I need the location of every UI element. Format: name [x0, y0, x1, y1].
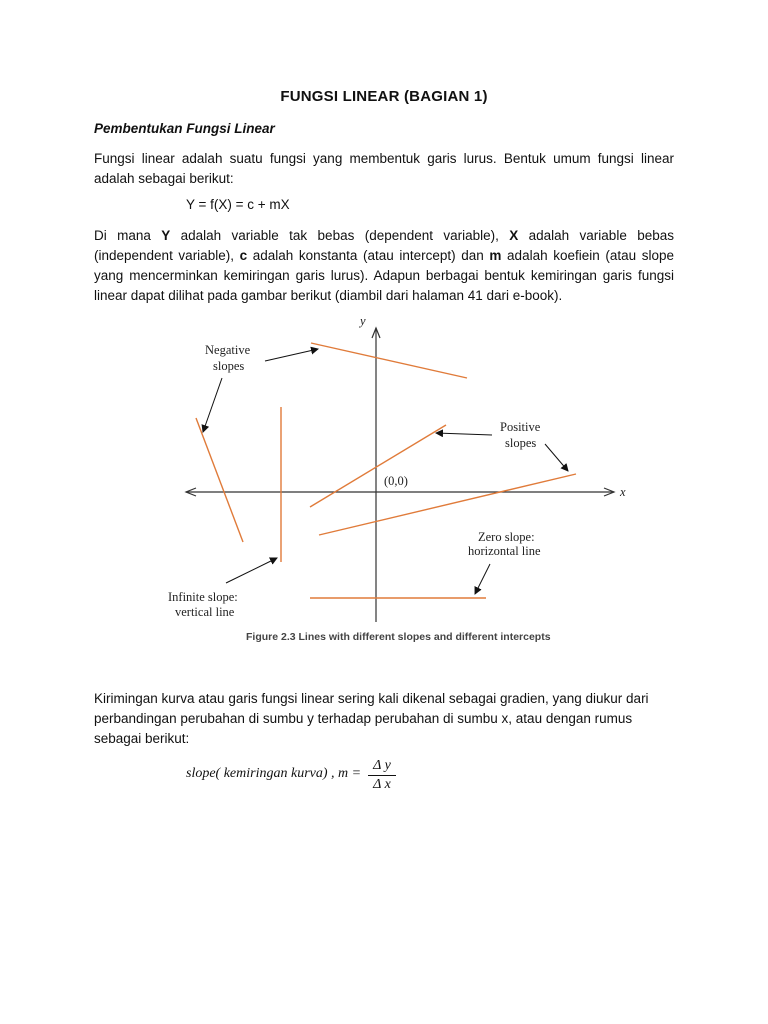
negative-slope-line-top: [311, 343, 467, 378]
bold-x: X: [509, 228, 519, 243]
positive-slopes-label-line2: slopes: [505, 436, 537, 450]
slope-equation-lhs: slope( kemiringan kurva) , m =: [186, 766, 362, 781]
negative-slopes-label-line1: Negative: [205, 343, 251, 357]
zero-slope-label-line1: Zero slope:: [478, 530, 535, 544]
arrow-positive-shallow: [545, 444, 568, 471]
text-run: adalah koefiein (atau slope yang mencerminkan kemiringan garis lurus). Adapun berbagai bentuk kemiringan garis fungsi linear dapat dilihat pada gambar berikut (diambil dari halaman 41 dari e-book).: [94, 248, 675, 303]
arrow-infinite-slope: [226, 558, 277, 583]
negative-slope-line-steep: [196, 418, 243, 542]
arrow-negative-top: [265, 349, 318, 361]
text-run: Di mana: [94, 228, 162, 243]
positive-slope-line-shallow: [319, 474, 576, 535]
infinite-slope-label-line1: Infinite slope:: [168, 590, 238, 604]
zero-slope-label-line2: horizontal line: [468, 544, 541, 558]
fraction-bar: [368, 775, 396, 776]
text-run: adalah variable tak bebas (dependent variable),: [170, 228, 510, 243]
arrow-positive-steep: [436, 433, 492, 435]
text-run: adalah variable bebas (independent variable),: [94, 228, 674, 263]
positive-slope-line-steep: [310, 425, 446, 507]
figure-caption: Figure 2.3 Lines with different slopes and different intercepts: [246, 631, 551, 643]
fraction-numerator: Δ y: [373, 758, 391, 773]
origin-label: (0,0): [384, 474, 408, 488]
fraction-denominator: Δ x: [373, 777, 391, 792]
slope-fraction: [368, 758, 396, 793]
page-title: FUNGSI LINEAR (BAGIAN 1): [280, 88, 488, 105]
paragraph-definition: Fungsi linear adalah suatu fungsi yang membentuk garis lurus. Bentuk umum fungsi linear adalah sebagai berikut:: [94, 151, 674, 186]
infinite-slope-label-line2: vertical line: [175, 605, 235, 619]
text-run: adalah konstanta (atau intercept) dan: [247, 248, 490, 263]
positive-slopes-label-line1: Positive: [500, 420, 541, 434]
bold-m: m: [489, 248, 502, 263]
arrow-zero-slope: [475, 564, 490, 594]
arrow-negative-steep: [203, 378, 222, 432]
x-axis-label: x: [620, 485, 626, 499]
y-axis-label: y: [360, 314, 366, 328]
bold-c: c: [239, 248, 248, 263]
section-subheading: Pembentukan Fungsi Linear: [94, 121, 275, 136]
negative-slopes-label-line2: slopes: [213, 359, 245, 373]
bold-y: Y: [161, 228, 171, 243]
paragraph-gradient: Kirimingan kurva atau garis fungsi linear sering kali dikenal sebagai gradien, yang diukur dari perbandingan perubahan di sumbu y terhadap perubahan di sumbu x, atau dengan rumus sebagai berikut:: [94, 691, 649, 746]
general-formula: Y = f(X) = c + mX: [186, 197, 290, 212]
slope-lines: [196, 343, 576, 598]
